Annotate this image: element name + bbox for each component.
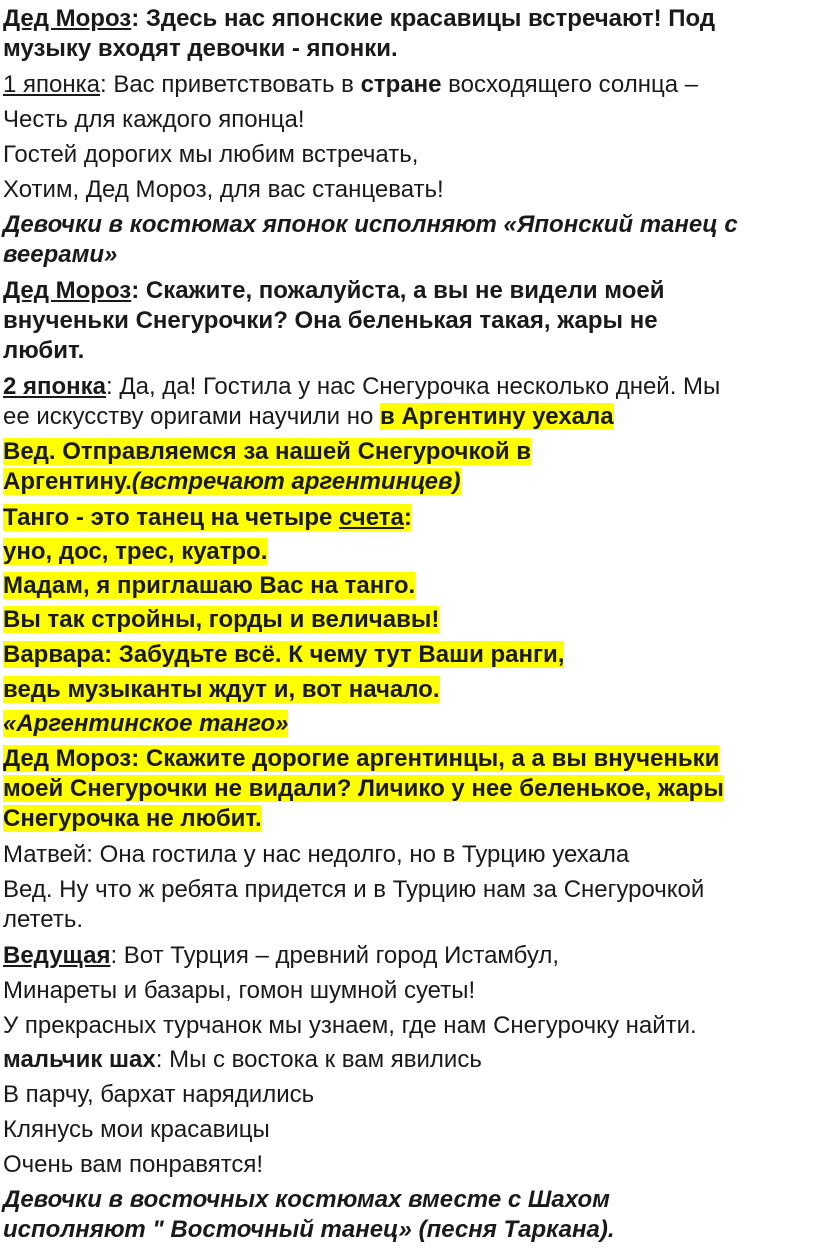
line-3-bold: стране — [360, 71, 442, 98]
line-13-text: ее искусству оригами научили но — [3, 403, 380, 430]
speaker-ded-moroz-2: Дед Мороз — [3, 277, 132, 304]
line-6: Хотим, Дед Мороз, для вас станцевать! — [3, 176, 444, 203]
line-32-text: : Мы с востока к вам явились — [155, 1046, 482, 1073]
line-25-highlight: Снегурочка не любит. — [3, 805, 262, 832]
line-15-stage-direction: (встречают аргентинцев) — [131, 468, 461, 495]
line-20 — [3, 640, 811, 670]
line-21-highlight: ведь музыканты ждут и, вот начало. — [3, 676, 440, 703]
line-19-highlight: Вы так стройны, горды и величавы! — [3, 606, 440, 633]
line-3-text-end: восходящего солнца – — [441, 71, 699, 98]
line-14 — [3, 437, 811, 467]
line-15 — [3, 467, 811, 497]
line-22 — [3, 709, 811, 739]
line-9-text: : Скажите, пожалуйста, а вы не видели моей — [131, 277, 665, 304]
line-9 — [3, 276, 811, 306]
line-24 — [3, 774, 811, 804]
line-4: Честь для каждого японца! — [3, 106, 305, 133]
line-16-underlined: счета — [339, 504, 404, 531]
line-3-text: : Вас приветствовать в — [99, 71, 361, 98]
line-33: В парчу, бархат нарядились — [3, 1081, 315, 1108]
line-7: Девочки в костюмах японок исполняют «Японский танец с — [3, 211, 738, 238]
line-12 — [3, 372, 811, 402]
line-1 — [3, 4, 811, 34]
line-24-highlight: моей Снегурочки не видали? Личико у нее беленькое, жары — [3, 775, 724, 802]
line-13-highlight: в Аргентину уехала — [380, 403, 614, 430]
line-3 — [3, 70, 811, 100]
line-18 — [3, 571, 811, 601]
line-5: Гостей дорогих мы любим встречать, — [3, 141, 419, 168]
line-13 — [3, 402, 811, 432]
line-18-highlight: Мадам, я приглашаю Вас на танго. — [3, 572, 416, 599]
line-19 — [3, 605, 811, 635]
speaker-2-yaponka: 2 японка — [3, 373, 107, 400]
line-17 — [3, 537, 811, 567]
line-8: веерами» — [3, 241, 118, 268]
line-34: Клянусь мои красавицы — [3, 1116, 270, 1143]
line-2: музыку входят девочки - японки. — [3, 35, 398, 62]
line-28: лететь. — [3, 906, 83, 933]
line-27: Вед. Ну что ж ребята придется и в Турцию нам за Снегурочкой — [3, 876, 705, 903]
line-21 — [3, 675, 811, 705]
line-1-text: : Здесь нас японские красавицы встречают! Под — [131, 5, 716, 32]
speaker-ded-moroz: Дед Мороз — [3, 5, 132, 32]
line-15-highlight: Аргентину. — [3, 468, 132, 495]
line-32 — [3, 1045, 811, 1075]
line-14-highlight: Вед. Отправляемся за нашей Снегурочкой в — [3, 438, 531, 465]
line-36: Девочки в восточных костюмах вместе с Шахом — [3, 1186, 610, 1213]
line-16-highlight: Танго - это танец на четыре — [3, 504, 340, 531]
line-30: Минареты и базары, гомон шумной суеты! — [3, 977, 476, 1004]
line-17-highlight: уно, дос, трес, куатро. — [3, 538, 268, 565]
line-37: исполняют " Восточный танец» (песня Таркана). — [3, 1216, 615, 1243]
line-25 — [3, 804, 811, 834]
line-16-colon: : — [403, 504, 412, 531]
line-26: Матвей: Она гостила у нас недолго, но в Турцию уехала — [3, 841, 630, 868]
line-31: У прекрасных турчанок мы узнаем, где нам Снегурочку найти. — [3, 1012, 697, 1039]
speaker-vedushchaya: Ведущая — [3, 942, 111, 969]
line-20-highlight: Варвара: Забудьте всё. К чему тут Ваши ранги, — [3, 641, 565, 668]
line-16 — [3, 503, 811, 533]
line-23-highlight: Дед Мороз: Скажите дорогие аргентинцы, а а вы внученьки — [3, 745, 720, 772]
line-29 — [3, 941, 811, 971]
line-22-highlight: «Аргентинское танго» — [3, 710, 289, 737]
line-10: внученьки Снегурочки? Она беленькая такая, жары не — [3, 307, 658, 334]
line-35: Очень вам понравятся! — [3, 1151, 264, 1178]
line-11: любит. — [3, 337, 85, 364]
line-23 — [3, 744, 811, 774]
speaker-1-yaponka: 1 японка — [3, 71, 100, 98]
speaker-malchik-shah: мальчик шах — [3, 1046, 156, 1073]
line-29-text: : Вот Турция – древний город Истамбул, — [110, 942, 560, 969]
line-12-text: : Да, да! Гостила у нас Снегурочка несколько дней. Мы — [106, 373, 721, 400]
